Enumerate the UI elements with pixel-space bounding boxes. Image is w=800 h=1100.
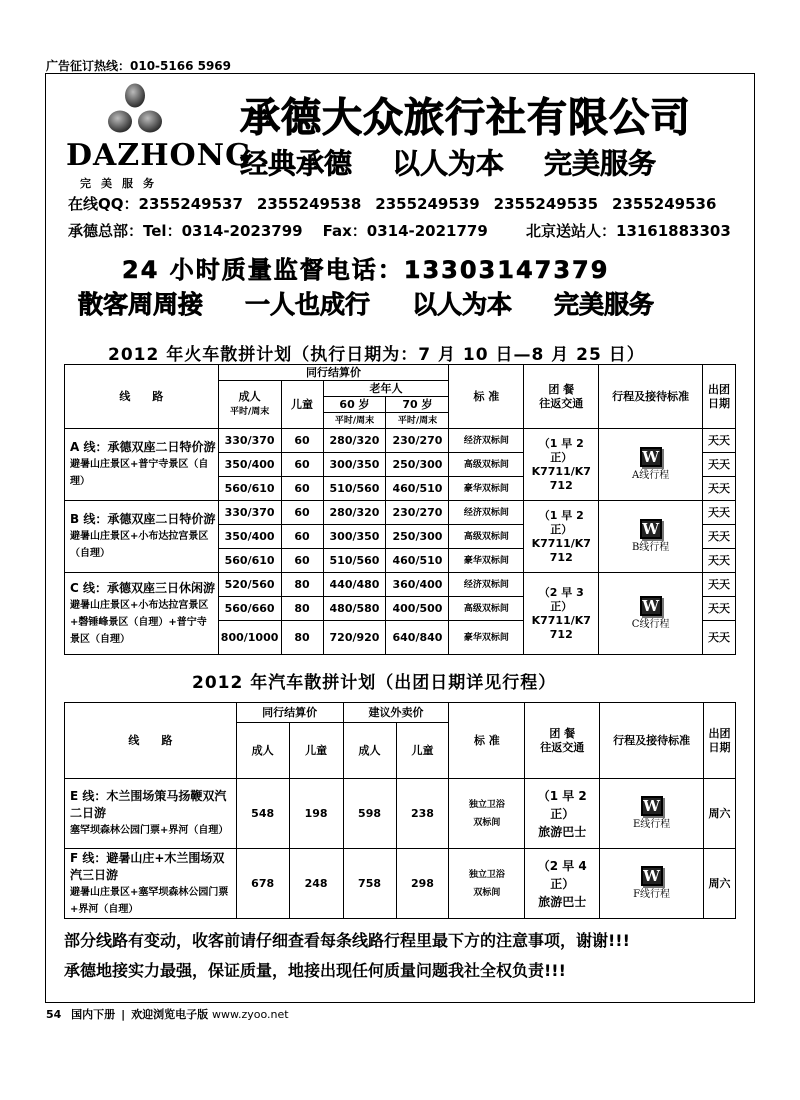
header-departure [703,365,736,429]
cell-standard: 高级双标间 [449,453,524,477]
cell-s60: 510/560 [323,477,386,501]
cell-date: 天天 [703,573,736,597]
header-route: 线 路 [65,365,219,429]
cell-child: 80 [281,573,323,597]
meal: （2 早 3 正） [538,585,584,613]
cell-s60: 720/920 [323,621,386,655]
route-e-desc: 塞罕坝森林公园门票+界河（自理） [70,825,229,836]
standard-1: 独立卫浴 [468,869,505,880]
cell-s60: 440/480 [323,573,386,597]
slogan-3: 完美服务 [544,147,657,180]
company-title: 承德大众旅行社有限公司 [240,95,691,141]
logo-subtitle: 完美服务 [80,177,164,190]
header-adult-label: 成人 [238,390,261,403]
itinerary-e[interactable] [600,779,704,849]
qq-number[interactable]: 2355249537 [138,195,243,213]
header-transport: 往返交通 [540,740,585,754]
itinerary-e-label[interactable]: E线行程 [632,818,671,830]
header-departure [704,703,736,779]
logo-brand: DAZHONG [66,138,252,173]
qq-number[interactable]: 2355249539 [375,195,480,213]
itinerary-f-label[interactable]: F线行程 [633,888,671,900]
header-age60-sub: 平时/周末 [323,413,386,429]
cell-peer-adult: 548 [236,779,289,849]
header-adult [218,381,281,429]
header-standard: 标 准 [449,365,524,429]
header-route: 线 路 [65,703,237,779]
transport: K7711/K7712 [531,536,591,564]
cell-standard: 高级双标间 [449,525,524,549]
cell-adult: 800/1000 [218,621,281,655]
header-child: 儿童 [281,381,323,429]
cell-s70: 360/400 [386,573,449,597]
cell-date: 天天 [703,453,736,477]
cell-date: 天天 [703,597,736,621]
cell-adult: 330/370 [218,501,281,525]
header-senior: 老年人 [323,381,449,397]
word-doc-icon[interactable]: W [640,447,662,467]
route-c-name: C 线：承德双座三日休闲游 [70,580,215,595]
itinerary-a[interactable] [599,429,703,501]
cell-adult: 330/370 [218,429,281,453]
cell-standard [449,779,525,849]
qq-number[interactable]: 2355249538 [256,195,362,213]
cell-peer-adult: 678 [236,849,289,919]
cell-peer-child: 248 [289,849,343,919]
header-itinerary: 行程及接待标准 [599,365,703,429]
cell-date: 天天 [703,525,736,549]
cell-child: 60 [281,453,323,477]
cell-sug-adult: 598 [343,779,396,849]
cell-sug-child: 298 [396,849,449,919]
ad-hotline: 广告征订热线：010-5166 5969 [46,59,232,73]
word-doc-icon[interactable]: W [641,866,663,886]
cell-standard: 豪华双标间 [449,477,524,501]
qq-label: 在线QQ： [68,195,139,213]
page-number: 54 [46,1008,62,1021]
header-meal-transport [525,703,600,779]
transport: K7711/K7712 [531,464,591,492]
standard-1: 独立卫浴 [468,799,505,810]
cell-adult: 560/610 [218,549,281,573]
word-doc-icon[interactable]: W [640,596,662,616]
footer-section: 国内下册 [71,1008,116,1021]
cell-standard: 豪华双标间 [449,621,524,655]
route-a-name: A 线：承德双座二日特价游 [70,440,216,454]
header-departure-1: 出团 [708,726,731,740]
route-a [65,429,219,501]
header-suggested-price: 建议外卖价 [343,703,449,723]
hq-label: 承德总部： [68,222,144,240]
beijing-contact[interactable]: 北京送站人：13161883303 [526,222,731,240]
header-departure-1: 出团 [708,382,730,396]
header-standard: 标 准 [449,703,525,779]
header-peer-child: 儿童 [289,723,343,779]
cell-child: 80 [281,597,323,621]
header-sug-child: 儿童 [396,723,449,779]
route-c-desc: 避暑山庄景区+小布达拉宫景区+磬锤峰景区（自理）+普宁寺景区（自理） [70,599,209,645]
cell-date: 天天 [703,477,736,501]
cell-date: 周六 [704,779,736,849]
cell-meal-transport [525,849,600,919]
cell-child: 60 [281,501,323,525]
cell-child: 80 [281,621,323,655]
cell-adult: 560/660 [218,597,281,621]
header-departure-2: 日期 [708,396,730,410]
cell-adult: 350/400 [218,453,281,477]
slogan-1: 经典承德 [240,147,353,180]
route-b-name: B 线：承德双座二日特价游 [70,512,216,526]
slogan-line-1 [240,142,696,182]
footer-invite: 欢迎浏览电子版 [131,1008,209,1021]
cell-child: 60 [281,549,323,573]
train-plan-title: 2012 年火车散拼计划（执行日期为：7 月 10 日—8 月 25 日） [108,345,645,365]
route-a-desc: 避暑山庄景区+普宁寺景区（自理） [70,459,209,487]
cell-s70: 400/500 [386,597,449,621]
slogan2-4: 完美服务 [554,290,655,319]
header-departure-2: 日期 [708,740,731,754]
slogan2-3: 以人为本 [412,290,513,319]
itinerary-b-label[interactable]: B线行程 [631,541,670,553]
quality-hotline: 24 小时质量监督电话：13303147379 [122,256,610,284]
cell-s70: 250/300 [386,453,449,477]
slogan-2: 以人为本 [392,147,505,180]
cell-meal-transport [524,573,599,655]
cell-s60: 300/350 [323,525,386,549]
word-doc-icon[interactable]: W [640,519,662,539]
standard-2: 双标间 [473,817,501,828]
cell-s60: 280/320 [323,429,386,453]
bus-plan-title: 2012 年汽车散拼计划（出团日期详见行程） [192,673,557,693]
bus-plan-table [64,702,736,919]
cell-standard: 高级双标间 [449,597,524,621]
qq-line [68,193,730,214]
qq-number[interactable]: 2355249535 [493,195,599,213]
footer-url[interactable]: www.zyoo.net [212,1008,289,1021]
cell-date: 天天 [703,501,736,525]
header-meal-transport [524,365,599,429]
cell-date: 天天 [703,429,736,453]
header-transport: 往返交通 [539,396,584,410]
cell-s70: 230/270 [386,429,449,453]
cell-s70: 230/270 [386,501,449,525]
meal: （1 早 2 正） [538,436,584,464]
itinerary-f[interactable] [600,849,704,919]
cell-date: 周六 [704,849,736,919]
slogan2-1: 散客周周接 [78,290,204,319]
itinerary-a-label[interactable]: A线行程 [632,469,670,481]
cell-s70: 460/510 [386,549,449,573]
meal: （2 早 4 正） [537,858,587,891]
cell-meal-transport [524,429,599,501]
dazhong-logo-icon [100,80,170,140]
note-quality-guarantee: 承德地接实力最强，保证质量，地接出现任何质量问题我社全权负责!!! [64,961,566,980]
cell-meal-transport [524,501,599,573]
slogan-line-2 [78,285,696,321]
itinerary-b[interactable] [599,501,703,573]
cell-adult: 520/560 [218,573,281,597]
cell-s70: 460/510 [386,477,449,501]
hq-contact-line [68,220,508,241]
route-f-desc: 避暑山庄景区+塞罕坝森林公园门票+界河（自理） [70,886,229,915]
cell-standard: 经济双标间 [449,573,524,597]
route-f-name: F 线：避暑山庄+木兰围场双汽三日游 [70,850,225,882]
hq-fax: Fax：0314-2021779 [322,222,488,240]
qq-number[interactable]: 2355249536 [612,195,717,213]
route-b [65,501,219,573]
cell-child: 60 [281,429,323,453]
cell-s70: 640/840 [386,621,449,655]
slogan2-2: 一人也成行 [245,290,371,319]
cell-adult: 560/610 [218,477,281,501]
itinerary-c[interactable] [599,573,703,655]
cell-standard: 经济双标间 [449,429,524,453]
header-meal: 团 餐 [548,382,575,396]
route-c [65,573,219,655]
header-peer-price: 同行结算价 [218,365,449,381]
cell-child: 60 [281,525,323,549]
cell-standard: 经济双标间 [449,501,524,525]
header-peer-adult: 成人 [236,723,289,779]
cell-peer-child: 198 [289,779,343,849]
note-route-changes: 部分线路有变动，收客前请仔细查看每条线路行程里最下方的注意事项，谢谢!!! [64,931,630,950]
cell-adult: 350/400 [218,525,281,549]
cell-sug-adult: 758 [343,849,396,919]
cell-s60: 510/560 [323,549,386,573]
cell-s70: 250/300 [386,525,449,549]
itinerary-c-label[interactable]: C线行程 [631,618,670,630]
cell-standard: 豪华双标间 [449,549,524,573]
header-peer-price: 同行结算价 [236,703,343,723]
header-meal: 团 餐 [549,726,576,740]
word-doc-icon[interactable]: W [641,796,663,816]
transport: K7711/K7712 [531,613,591,641]
transport: 旅游巴士 [538,824,587,839]
cell-child: 60 [281,477,323,501]
meal: （1 早 2 正） [537,788,587,821]
train-plan-table [64,364,736,655]
cell-standard [449,849,525,919]
cell-s60: 480/580 [323,597,386,621]
cell-meal-transport [525,779,600,849]
header-sug-adult: 成人 [343,723,396,779]
meal: （1 早 2 正） [538,508,584,536]
route-f [65,849,237,919]
route-b-desc: 避暑山庄景区+小布达拉宫景区（自理） [70,531,209,559]
header-itinerary: 行程及接待标准 [600,703,704,779]
hq-tel[interactable]: Tel：0314-2023799 [143,222,303,240]
route-e [65,779,237,849]
transport: 旅游巴士 [538,894,587,909]
header-adult-sub: 平时/周末 [229,407,270,417]
cell-sug-child: 238 [396,779,449,849]
cell-date: 天天 [703,621,736,655]
cell-s60: 300/350 [323,453,386,477]
cell-s60: 280/320 [323,501,386,525]
header-age60: 60 岁 [323,397,386,413]
standard-2: 双标间 [473,887,501,898]
page-footer [46,1006,289,1022]
route-e-name: E 线：木兰围场策马扬鞭双汽二日游 [70,789,227,820]
cell-date: 天天 [703,549,736,573]
header-age70: 70 岁 [386,397,449,413]
footer-separator: | [121,1008,126,1021]
header-age70-sub: 平时/周末 [386,413,449,429]
